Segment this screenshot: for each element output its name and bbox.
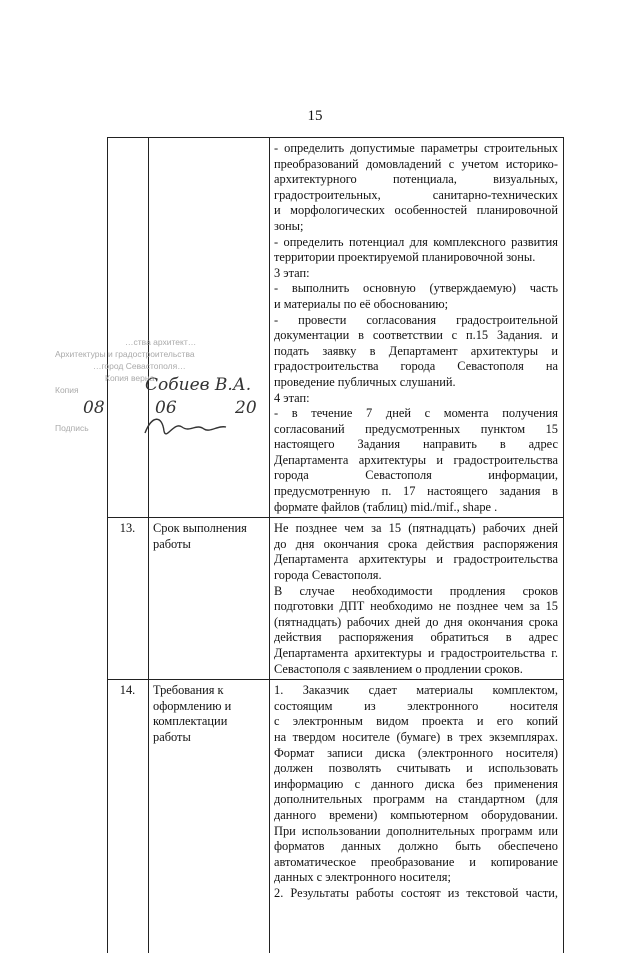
- content-line: проведение публичных слушаний.: [274, 374, 456, 389]
- content-line: В случае необходимости продления сроков: [274, 583, 558, 598]
- page-number: 15: [307, 108, 323, 124]
- content-line: Департамента архитектуры и градостроительства: [274, 452, 558, 467]
- item-number-cell: [108, 518, 149, 680]
- item-number-cell: [108, 680, 149, 953]
- content-line: Департамента архитектуры и градостроительства: [274, 552, 558, 567]
- item-name-cell: [149, 518, 270, 680]
- item-name-line: работы: [153, 536, 191, 551]
- content-line: данного времени) компьютерном оборудовании.: [274, 807, 558, 822]
- item-number: 13.: [119, 521, 136, 536]
- content-line: Департамента архитектуры и градостроительства г.: [274, 646, 558, 660]
- item-name-cell: [149, 138, 270, 518]
- signature-date-month: 06: [155, 398, 177, 418]
- item-content-cell: [270, 518, 564, 680]
- table-row: [108, 680, 564, 953]
- content-line: действия распоряжения обратиться в адрес: [274, 630, 558, 645]
- content-line: города Севастополя информации,: [274, 468, 558, 483]
- requirements-table: [107, 137, 564, 953]
- content-line: и материалы по её обоснованию;: [274, 296, 449, 311]
- content-line: 1. Заказчик сдает материалы комплектом,: [274, 683, 558, 698]
- content-line: градостроительных, санитарно-технических: [274, 187, 558, 202]
- stamp-line: Копия верна: [105, 373, 155, 383]
- content-line: и морфологических особенностей планировочной: [274, 203, 558, 218]
- item-name-line: Срок выполнения: [153, 521, 247, 536]
- content-line: зоны;: [274, 218, 304, 233]
- item-name-line: оформлению и: [153, 698, 232, 713]
- item-name-cell: [149, 680, 270, 953]
- content-line: до дня окончания срока действия распоряжения: [274, 536, 558, 551]
- content-line: 3 этап:: [274, 265, 310, 280]
- content-line: При использовании дополнительных программ или: [274, 823, 558, 838]
- content-line: 4 этап:: [274, 390, 310, 405]
- signature-date-day: 08: [83, 398, 105, 418]
- content-line: информацию с данного диска без применения: [274, 776, 558, 791]
- content-line: Формат записи диска (электронного носителя): [274, 745, 558, 760]
- item-content-cell: [270, 138, 564, 518]
- item-name-line: работы: [153, 729, 191, 744]
- content-line: на твердом носителе (бумаге) в трех экземплярах.: [274, 729, 558, 744]
- content-line: - определить потенциал для комплексного развития: [274, 234, 558, 249]
- content-line: форматов данных должно быть обеспечено: [274, 839, 558, 854]
- content-line: формате файлов (таблиц) mid./mif., shape .: [274, 499, 498, 514]
- content-line: - провести согласования градостроительной: [274, 312, 558, 327]
- stamp-line: …город Севастополя…: [93, 361, 186, 371]
- content-line: настоящего Задания направить в адрес: [274, 437, 558, 452]
- signature-date-year: 20: [235, 398, 257, 418]
- table-row: [108, 518, 564, 680]
- content-line: дополнительных программ на стандартном (для: [274, 792, 558, 807]
- stamp-line: Архитектуры и градостроительства: [55, 349, 195, 359]
- item-name-line: Требования к: [153, 683, 224, 698]
- content-line: документации в соответствии с п.15 Задания. и: [274, 328, 558, 343]
- content-line: преобразований домовладений с учетом историко-: [274, 156, 558, 171]
- content-line: подготовки ДПТ необходимо не позднее чем за 15: [274, 599, 558, 614]
- content-line: с электронным видом проекта и его копий: [274, 714, 558, 729]
- content-line: - определить допустимые параметры строительных: [274, 141, 558, 155]
- content-line: - выполнить основную (утверждаемую) часть: [274, 281, 558, 296]
- content-line: Севастополя с заявлением о продлении сроков.: [274, 661, 523, 676]
- content-line: автоматическое преобразование и копирование: [274, 854, 558, 869]
- content-line: градостроительства города Севастополя на: [274, 359, 558, 374]
- table-row: [108, 138, 564, 518]
- content-line: предусмотренную п. 17 настоящего задания в: [274, 484, 558, 499]
- item-number: 14.: [119, 683, 136, 698]
- content-line: согласований предусмотренных пунктом 15: [274, 421, 558, 436]
- content-line: 2. Результаты работы состоят из текстовой части,: [274, 885, 558, 900]
- content-line: города Севастополя.: [274, 568, 382, 583]
- item-content-cell: [270, 680, 564, 953]
- stamp-line: …ства архитект…: [125, 337, 197, 347]
- content-line: должен позволять считывать и использовать: [274, 761, 558, 776]
- item-name-line: комплектации: [153, 714, 228, 729]
- content-line: - в течение 7 дней с момента получения: [274, 406, 558, 421]
- stamp-line: Копия: [55, 385, 79, 395]
- content-line: данных с электронного носителя;: [274, 870, 451, 885]
- content-line: территории проектируемой планировочной зоны.: [274, 250, 536, 265]
- content-line: состоящим из электронного носителя: [274, 698, 558, 713]
- content-line: подать заявку в Департамент архитектуры и: [274, 343, 558, 358]
- content-line: архитектурного потенциала, визуальных,: [274, 172, 558, 187]
- content-line: Не позднее чем за 15 (пятнадцать) рабочих дней: [274, 521, 558, 536]
- item-number-cell: [108, 138, 149, 518]
- signature-name: Собиев В.А.: [145, 375, 252, 395]
- content-line: (пятнадцать) рабочих дней до дня окончания срока: [274, 614, 558, 629]
- stamp-line: Подпись: [55, 423, 89, 433]
